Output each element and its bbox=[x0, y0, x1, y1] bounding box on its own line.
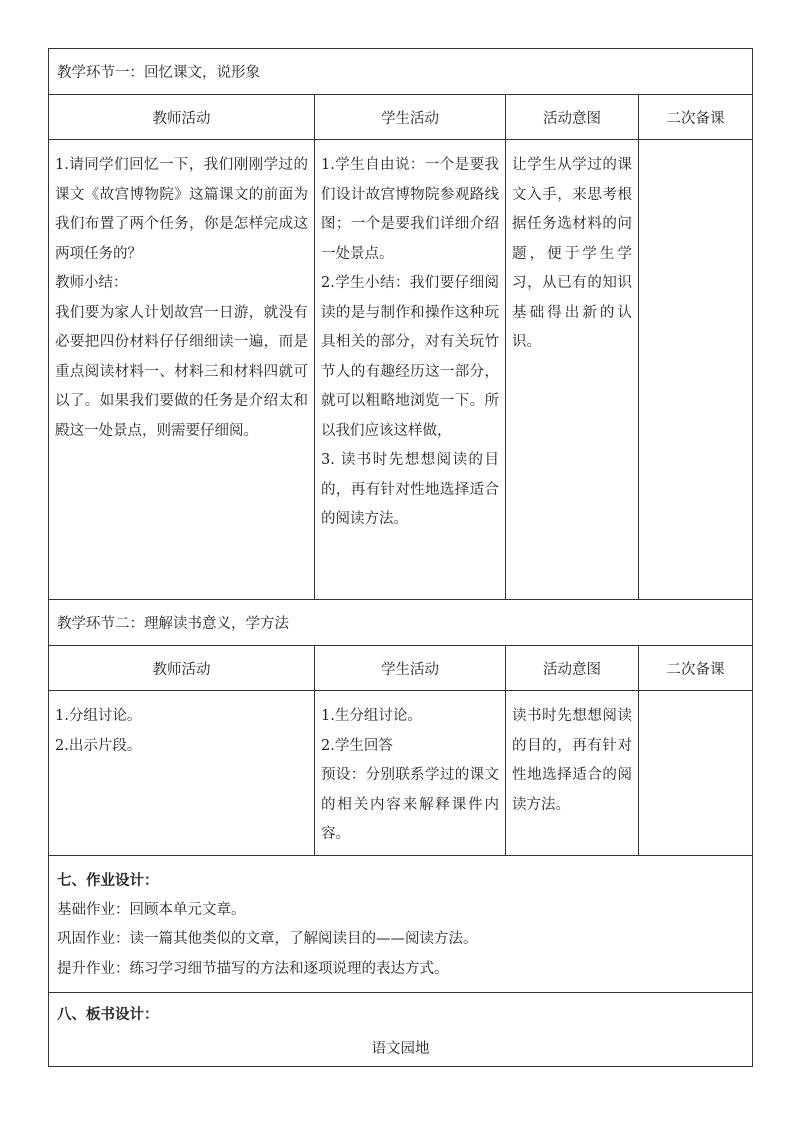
section2-student-line: 预设：分别联系学过的课文的相关内容来解释课件内容。 bbox=[321, 767, 499, 842]
section1-intent-text: 让学生从学过的课文入手，来思考根据任务选材料的问题，便于学生学习，从已有的知识基础得出新的认识。 bbox=[512, 157, 632, 350]
section1-header-student: 学生活动 bbox=[315, 95, 506, 140]
homework-line: 提升作业：练习学习细节描写的方法和逐项说理的表达方式。 bbox=[57, 960, 449, 977]
board-section bbox=[49, 993, 753, 1067]
section1-intent bbox=[506, 140, 639, 600]
section2-header-student: 学生活动 bbox=[315, 646, 506, 691]
section2-student-line: 2.学生回答 bbox=[321, 737, 393, 754]
section2-teacher-line: 2.出示片段。 bbox=[55, 737, 142, 754]
section2-header-teacher: 教师活动 bbox=[49, 646, 315, 691]
section1-teacher-line: 1.请同学们回忆一下，我们刚刚学过的课文《故宫博物院》这篇课文的前面为我们布置了两个任务，你是怎样完成这两项任务的？ bbox=[55, 157, 308, 262]
section1-teacher-line: 教师小结： bbox=[55, 275, 128, 291]
board-title: 八、板书设计： bbox=[57, 1006, 159, 1023]
section1-header-second: 二次备课 bbox=[639, 95, 753, 140]
lesson-plan-table bbox=[48, 48, 753, 1067]
section2-header-second: 二次备课 bbox=[639, 646, 753, 691]
section2-header-intent: 活动意图 bbox=[506, 646, 639, 691]
section2-intent bbox=[506, 691, 639, 856]
homework-line: 巩固作业：读一篇其他类似的文章，了解阅读目的——阅读方法。 bbox=[57, 931, 478, 947]
homework-line: 基础作业：回顾本单元文章。 bbox=[57, 901, 246, 918]
section1-student-line: 3. 读书时先想想阅读的目的，再有针对性地选择适合的阅读方法。 bbox=[321, 452, 499, 527]
homework-title: 七、作业设计： bbox=[57, 872, 159, 889]
section1-header-teacher: 教师活动 bbox=[49, 95, 315, 140]
section2-second-prep bbox=[639, 691, 753, 856]
section2-teacher-line: 1.分组讨论。 bbox=[55, 708, 142, 724]
section2-student-activity bbox=[315, 691, 506, 856]
section1-student-activity bbox=[315, 140, 506, 600]
section1-student-line: 1.学生自由说：一个是要我们设计故宫博物院参观路线图；一个是要我们详细介绍一处景点。 bbox=[321, 157, 499, 262]
board-center-text: 语文园地 bbox=[371, 1041, 430, 1057]
section1-header-intent: 活动意图 bbox=[506, 95, 639, 140]
section1-title: 教学环节一：回忆课文，说形象 bbox=[49, 49, 753, 95]
section2-title: 教学环节二：理解读书意义，学方法 bbox=[49, 600, 753, 646]
section1-teacher-line: 我们要为家人计划故宫一日游，就没有必要把四份材料仔仔细细读一遍，而是重点阅读材料一、材料三和材料四就可以了。如果我们要做的任务是介绍太和殿这一处景点，则需要仔细阅。 bbox=[55, 304, 308, 439]
section2-intent-text: 读书时先想想阅读的目的，再有针对性地选择适合的阅读方法。 bbox=[512, 708, 632, 813]
section1-teacher-activity bbox=[49, 140, 315, 600]
section2-teacher-activity bbox=[49, 691, 315, 856]
section2-student-line: 1.生分组讨论。 bbox=[321, 708, 422, 724]
lesson-plan-page bbox=[48, 48, 752, 1067]
homework-section bbox=[49, 856, 753, 993]
section1-second-prep bbox=[639, 140, 753, 600]
section1-student-line: 2.学生小结：我们要仔细阅读的是与制作和操作这种玩具相关的部分，对有关玩竹节人的有趣经历这一部分，就可以粗略地浏览一下。所以我们应该这样做， bbox=[321, 275, 499, 439]
